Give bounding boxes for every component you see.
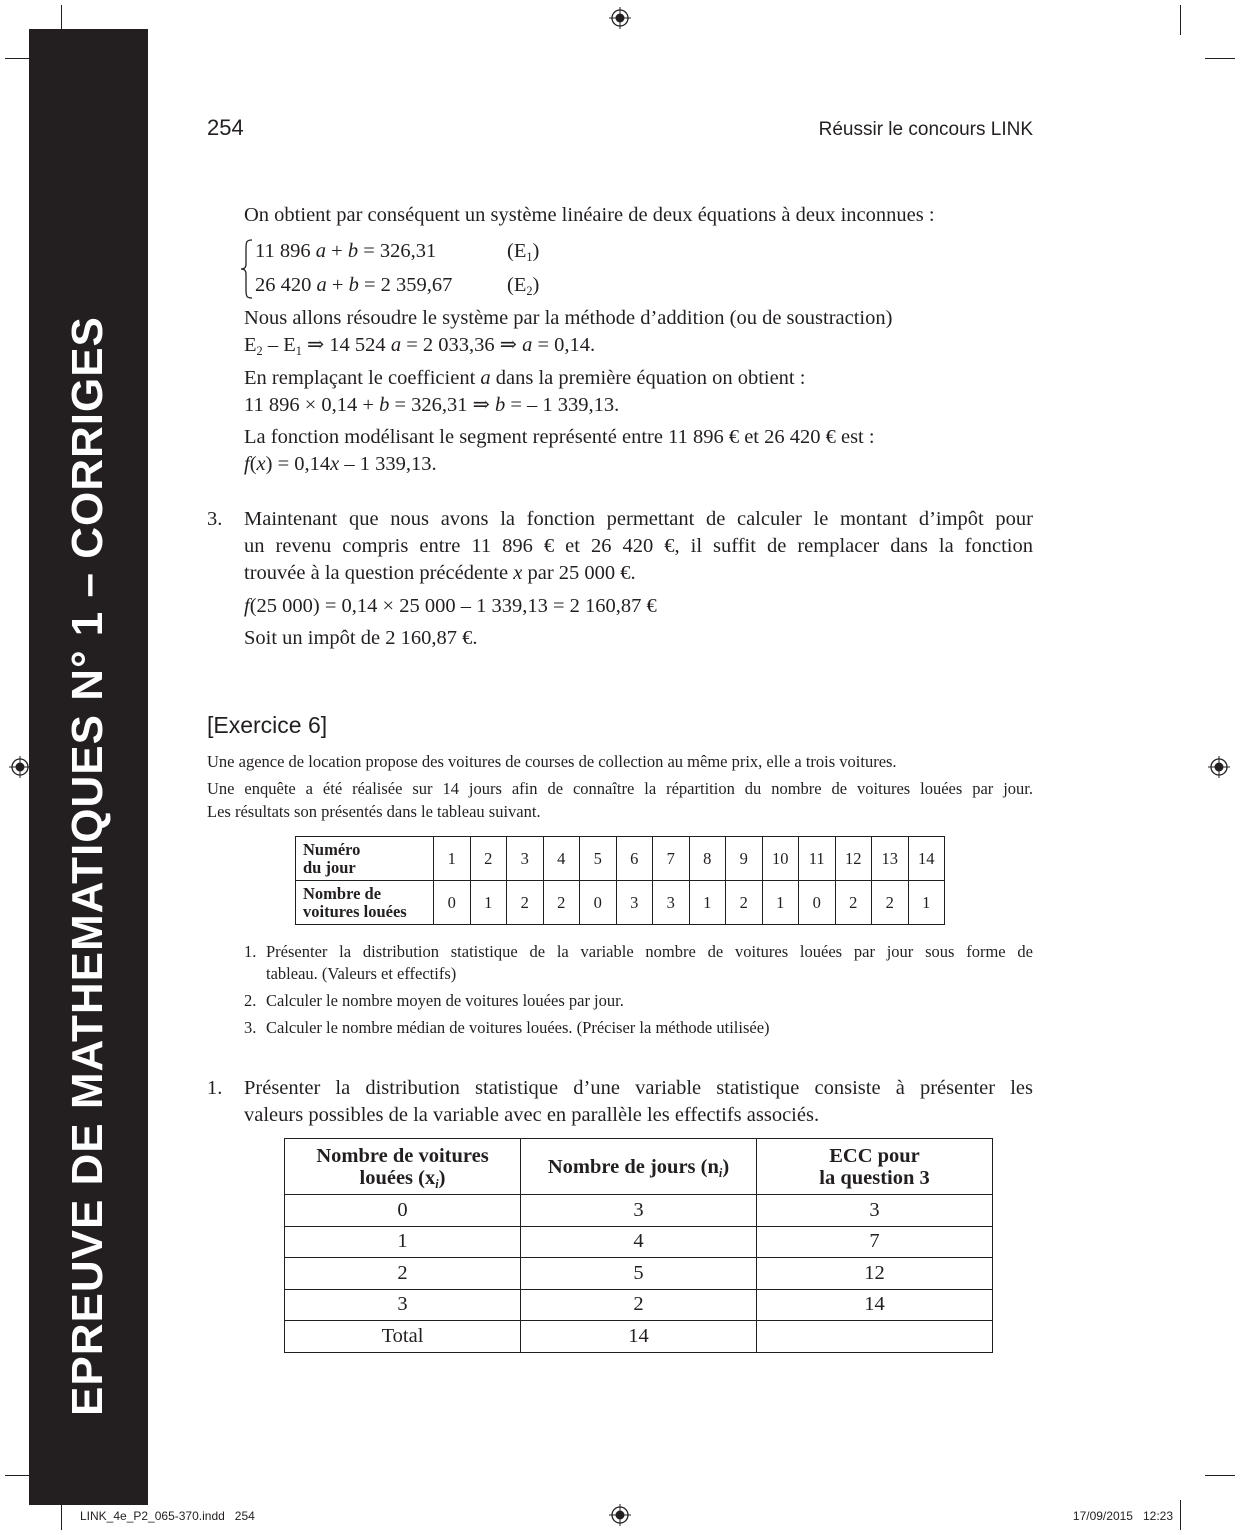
intro-text: On obtient par conséquent un système linéaire de deux équations à deux inconnues :: [244, 204, 935, 226]
table-cell: 1: [470, 881, 507, 925]
table-cell: 7: [757, 1226, 993, 1258]
table-cell: 1: [689, 881, 726, 925]
side-band-title: EPREUVE DE MATHEMATIQUES N° 1 – CORRIGES: [63, 316, 112, 1416]
registration-mark-icon: [609, 7, 631, 29]
table-cell: 1: [434, 837, 471, 881]
table-cell: 2: [835, 881, 872, 925]
question-2-number: 2.: [244, 991, 257, 1010]
question-1-line-2: tableau. (Valeurs et effectifs): [266, 964, 457, 983]
table-cell: 2: [507, 881, 544, 925]
question-1-line-1: Présenter la distribution statistique de la variable nombre de voitures louées par jour sous forme de: [266, 942, 1033, 961]
question-3-text: Calculer le nombre médian de voitures louées. (Préciser la méthode utilisée): [266, 1018, 770, 1037]
column-header-values: Nombre de voitures louées $(x_i)$: [285, 1139, 521, 1195]
subtraction-text: $E_2 - E_1$ ⇒ 14 524 a = 2 033,36 ⇒ a = 0,14.: [244, 334, 596, 358]
answer-1-line-2: valeurs possibles de la variable avec en parallèle les effectifs associés.: [244, 1104, 820, 1126]
equation-1: 11 896 a + b = 326,31: [255, 240, 437, 262]
table-cell: 7: [653, 837, 690, 881]
table-cell: 13: [872, 837, 909, 881]
section-3-line-2: un revenu compris entre 11 896 € et 26 420 €, il suffit de remplacer dans la fonction: [244, 535, 1033, 557]
table-row: [285, 1195, 993, 1227]
system-brace-icon: [240, 238, 254, 300]
table-cell: 3: [616, 881, 653, 925]
crop-mark: [1205, 58, 1235, 59]
registration-mark-icon: [609, 1504, 631, 1526]
table-cell: 2: [521, 1289, 757, 1321]
table-cell: Total: [285, 1321, 521, 1353]
equation-1-label: $(E_1)$: [507, 240, 540, 264]
table-row: [285, 1258, 993, 1290]
crop-mark: [1205, 1475, 1235, 1476]
table-cell: 2: [285, 1258, 521, 1290]
table-cell: 14: [757, 1289, 993, 1321]
table-cell: 12: [757, 1258, 993, 1290]
exercise-para-2-line-2: Les résultats son présentés dans le tableau suivant.: [207, 802, 541, 821]
question-3-number: 3.: [244, 1018, 257, 1037]
table-cell: 4: [543, 837, 580, 881]
table-cell: 2: [543, 881, 580, 925]
table-row: [285, 1289, 993, 1321]
table-cell: 14: [908, 837, 945, 881]
answer-1-line-1: Présenter la distribution statistique d’une variable statistique consiste à présenter les: [244, 1077, 1033, 1099]
table-cell: 3: [757, 1195, 993, 1227]
table-cell: 10: [762, 837, 799, 881]
table-cell: 0: [799, 881, 836, 925]
exercise-para-2-line-1: Une enquête a été réalisée sur 14 jours afin de connaître la répartition du nombre de voitures louées par jour.: [207, 779, 1033, 798]
table-header-row: [285, 1139, 993, 1195]
crop-mark: [1180, 1500, 1181, 1530]
table-cell: 5: [580, 837, 617, 881]
daily-rentals-table: [295, 836, 945, 925]
table-cell: 1: [285, 1226, 521, 1258]
table-cell: 0: [580, 881, 617, 925]
table-cell: 5: [521, 1258, 757, 1290]
equation-2: 26 420 a + b = 2 359,67: [255, 274, 453, 296]
section-3-number: 3.: [207, 508, 223, 530]
row-header-day: Numéro du jour: [296, 837, 434, 881]
table-cell: 6: [616, 837, 653, 881]
section-3-line-1: Maintenant que nous avons la fonction permettant de calculer le montant d’impôt pour: [244, 508, 1033, 530]
replace-result: 11 896 × 0,14 + b = 326,31 ⇒ b = – 1 339,13.: [244, 394, 620, 416]
table-cell: 4: [521, 1226, 757, 1258]
answer-1-number: 1.: [207, 1077, 223, 1099]
table-cell: 1: [762, 881, 799, 925]
question-2-text: Calculer le nombre moyen de voitures louées par jour.: [266, 991, 624, 1010]
table-cell: 8: [689, 837, 726, 881]
table-cell: 0: [285, 1195, 521, 1227]
table-cell: 1: [908, 881, 945, 925]
function-intro: La fonction modélisant le segment représenté entre 11 896 € et 26 420 € est :: [244, 426, 875, 448]
table-cell: [757, 1321, 993, 1353]
question-1-number: 1.: [244, 942, 257, 961]
table-cell: 3: [653, 881, 690, 925]
method-text: Nous allons résoudre le système par la méthode d’addition (ou de soustraction): [244, 307, 893, 329]
exercise-para-1: Une agence de location propose des voitures de courses de collection au même prix, elle a trois voitures.: [207, 752, 897, 771]
table-cell: 14: [521, 1321, 757, 1353]
footer-date: 17/09/2015 12:23: [1072, 1509, 1173, 1523]
column-header-counts: Nombre de jours $(n_i)$: [521, 1139, 757, 1195]
function-result: f(x) = 0,14x – 1 339,13.: [244, 453, 437, 475]
row-header-cars: Nombre de voitures louées: [296, 881, 434, 925]
crop-mark: [1180, 5, 1181, 35]
table-row: [285, 1226, 993, 1258]
table-cell: 2: [470, 837, 507, 881]
section-3-line-3: trouvée à la question précédente x par 25 000 €.: [244, 562, 636, 584]
table-row: [296, 881, 945, 925]
table-cell: 3: [521, 1195, 757, 1227]
page-number: 254: [207, 115, 244, 140]
table-cell: 2: [726, 881, 763, 925]
equation-2-label: $(E_2)$: [507, 274, 540, 298]
table-cell: 11: [799, 837, 836, 881]
column-header-cumulative: ECC pour la question 3: [757, 1139, 993, 1195]
table-cell: 0: [434, 881, 471, 925]
table-cell: 12: [835, 837, 872, 881]
table-row: [296, 837, 945, 881]
table-cell: 9: [726, 837, 763, 881]
registration-mark-icon: [9, 756, 31, 778]
exercise-heading: [Exercice 6]: [207, 712, 328, 738]
registration-mark-icon: [1208, 756, 1230, 778]
table-row: [285, 1321, 993, 1353]
replace-text: En remplaçant le coefficient a dans la première équation on obtient :: [244, 367, 806, 389]
section-3-conclusion: Soit un impôt de 2 160,87 €.: [244, 627, 478, 649]
table-cell: 3: [507, 837, 544, 881]
table-cell: 3: [285, 1289, 521, 1321]
distribution-table: [284, 1138, 993, 1353]
section-3-computation: f(25 000) = 0,14 × 25 000 – 1 339,13 = 2 160,87 €: [244, 595, 657, 617]
footer-file-info: LINK_4e_P2_065-370.indd 254: [80, 1509, 255, 1523]
running-title: Réussir le concours LINK: [818, 119, 1033, 140]
table-cell: 2: [872, 881, 909, 925]
